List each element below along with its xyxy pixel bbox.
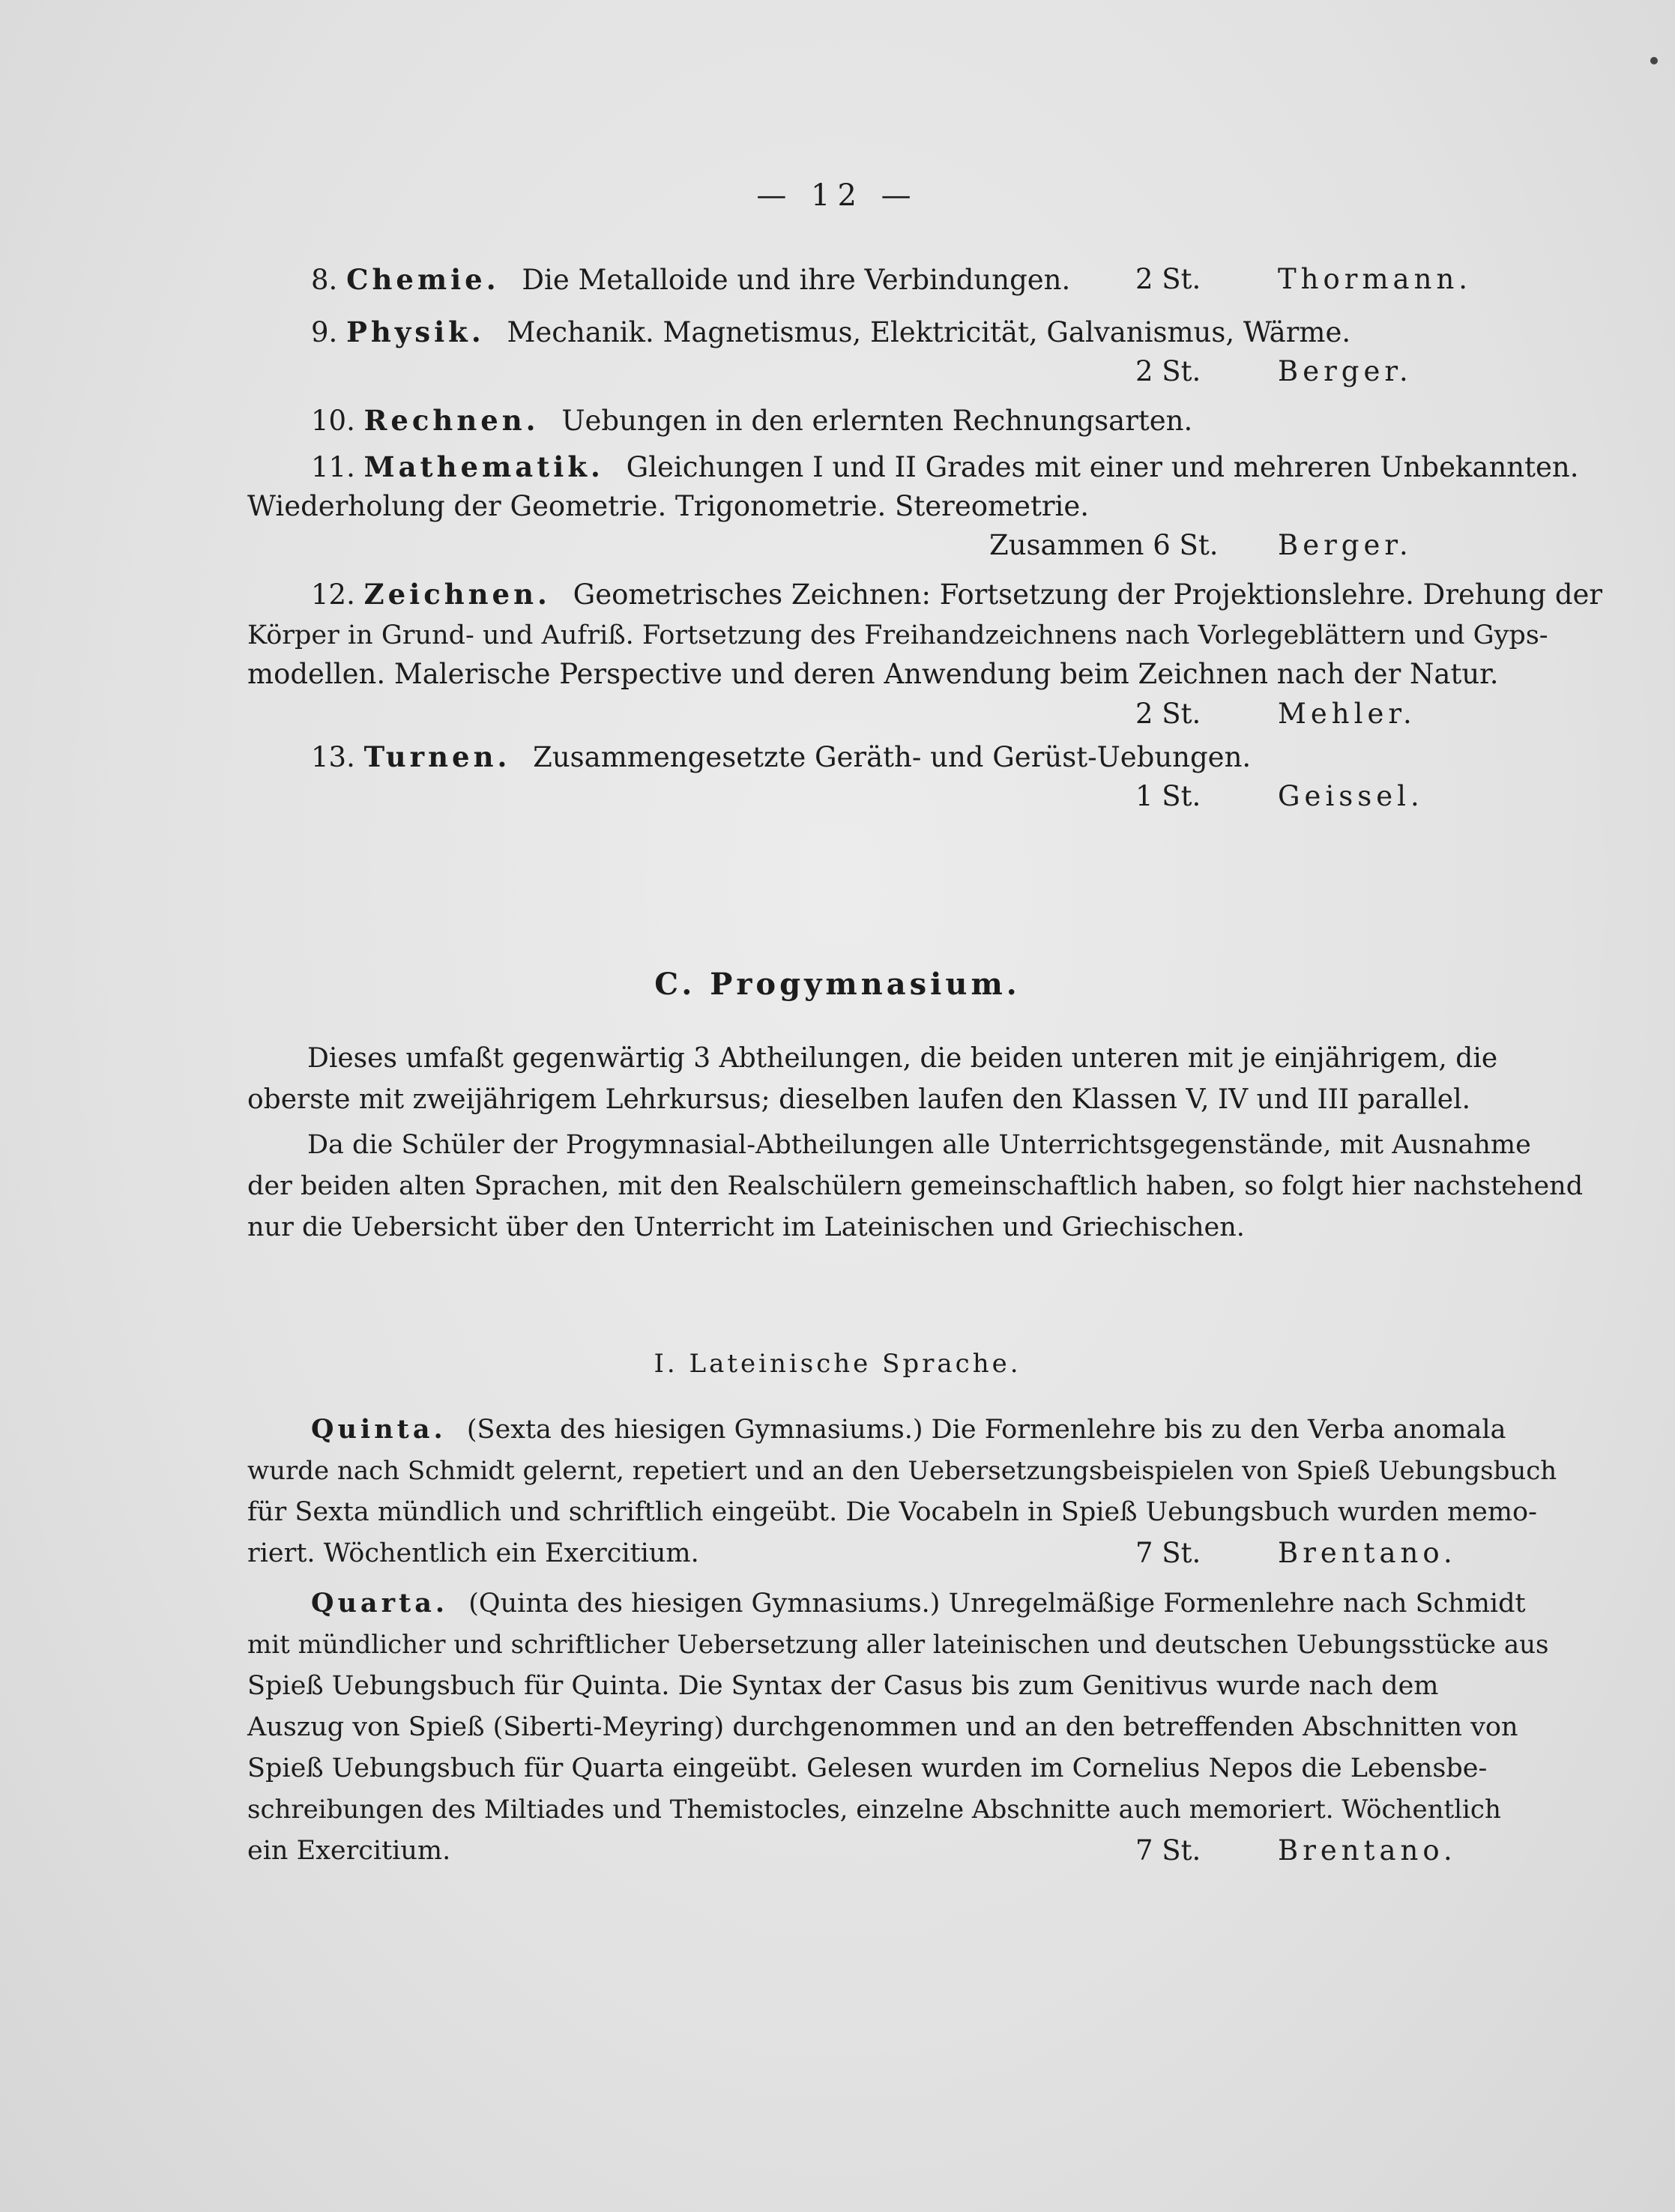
text-line: Dieses umfaßt gegenwärtig 3 Abtheilungen, die beiden unteren mit je einjährigem, die [307,1043,1498,1074]
hours: 7 St. [1135,1834,1201,1867]
text-line: Auszug von Spieß (Siberti-Meyring) durchgenommen und an den betreffenden Abschnitten von [247,1712,1518,1742]
teacher: Thormann. [1278,263,1473,295]
subject-title: Chemie. [346,263,500,296]
class-title: Quinta. [311,1414,447,1445]
teacher: Berger. [1278,355,1413,387]
subject-title: Mathematik. [363,450,604,483]
quarta-entry: Quarta. (Quinta des hiesigen Gymnasiums.) Unregelmäßige Formenlehre nach Schmidt [311,1588,1526,1619]
subject-title: Physik. [346,315,485,348]
subject-title: Zeichnen. [363,578,551,611]
subject-entry: 13. Turnen. Zusammengesetzte Geräth- und Gerüst-Uebungen. [311,740,1252,773]
hours: 2 St. [1135,355,1201,387]
hours: 7 St. [1135,1537,1201,1569]
hours: 1 St. [1135,780,1201,812]
subsection-heading: I. Lateinische Sprache. [654,1349,1021,1379]
pin-hole [1650,57,1658,64]
page-number: — 12 — [756,178,919,213]
text-line: mit mündlicher und schriftlicher Uebersetzung aller lateinischen und deutschen Uebungsstücke aus [247,1630,1549,1660]
text-line: Da die Schüler der Progymnasial-Abtheilungen alle Unterrichtsgegenstände, mit Ausnahme [307,1130,1531,1160]
text-line: Körper in Grund- und Aufriß. Fortsetzung des Freihandzeichnens nach Vorlegeblättern und Gyps- [247,620,1548,650]
teacher: Berger. [1278,529,1413,561]
subject-entry: 12. Zeichnen. Geometrisches Zeichnen: Fortsetzung der Projektionslehre. Drehung der [311,578,1603,611]
hours: 2 St. [1135,263,1201,295]
teacher: Geissel. [1278,780,1424,812]
subject-title: Turnen. [363,740,511,773]
subject-title: Rechnen. [363,404,540,437]
text-line: ein Exercitium. [247,1836,451,1866]
hours: Zusammen 6 St. [989,529,1219,561]
text-line: oberste mit zweijährigem Lehrkursus; dieselben laufen den Klassen V, IV und III parallel. [247,1084,1471,1115]
section-heading: C. Progymnasium. [654,967,1021,1002]
hours: 2 St. [1135,698,1201,730]
subject-entry: 8. Chemie. Die Metalloide und ihre Verbindungen. [311,263,1071,296]
text-line: schreibungen des Miltiades und Themistocles, einzelne Abschnitte auch memoriert. Wöchentlich [247,1795,1501,1825]
class-title: Quarta. [311,1588,449,1619]
text-line: für Sexta mündlich und schriftlich eingeübt. Die Vocabeln in Spieß Uebungsbuch wurden memo- [247,1497,1537,1527]
subject-entry: 10. Rechnen. Uebungen in den erlernten Rechnungsarten. [311,404,1193,437]
subject-entry: 9. Physik. Mechanik. Magnetismus, Elektricität, Galvanismus, Wärme. [311,315,1351,348]
text-line: wurde nach Schmidt gelernt, repetiert und an den Uebersetzungsbeispielen von Spieß Uebungsbuch [247,1456,1557,1486]
subject-entry: 11. Mathematik. Gleichungen I und II Grades mit einer und mehreren Unbekannten. [311,450,1579,483]
text-line: Spieß Uebungsbuch für Quarta eingeübt. Gelesen wurden im Cornelius Nepos die Lebensbe- [247,1753,1488,1783]
teacher: Brentano. [1278,1834,1457,1867]
text-line: Wiederholung der Geometrie. Trigonometrie. Stereometrie. [247,490,1090,522]
text-line: Spieß Uebungsbuch für Quinta. Die Syntax der Casus bis zum Genitivus wurde nach dem [247,1671,1439,1701]
text-line: riert. Wöchentlich ein Exercitium. [247,1538,699,1568]
latin-body [247,0,1557,2212]
teacher: Brentano. [1278,1537,1457,1569]
text-line: der beiden alten Sprachen, mit den Realschülern gemeinschaftlich haben, so folgt hier nachstehend [247,1171,1584,1201]
text-line: modellen. Malerische Perspective und deren Anwendung beim Zeichnen nach der Natur. [247,658,1499,690]
text-line: nur die Uebersicht über den Unterricht im Lateinischen und Griechischen. [247,1212,1245,1242]
quinta-entry: Quinta. (Sexta des hiesigen Gymnasiums.) Die Formenlehre bis zu den Verba anomala [311,1414,1506,1445]
teacher: Mehler. [1278,698,1416,730]
